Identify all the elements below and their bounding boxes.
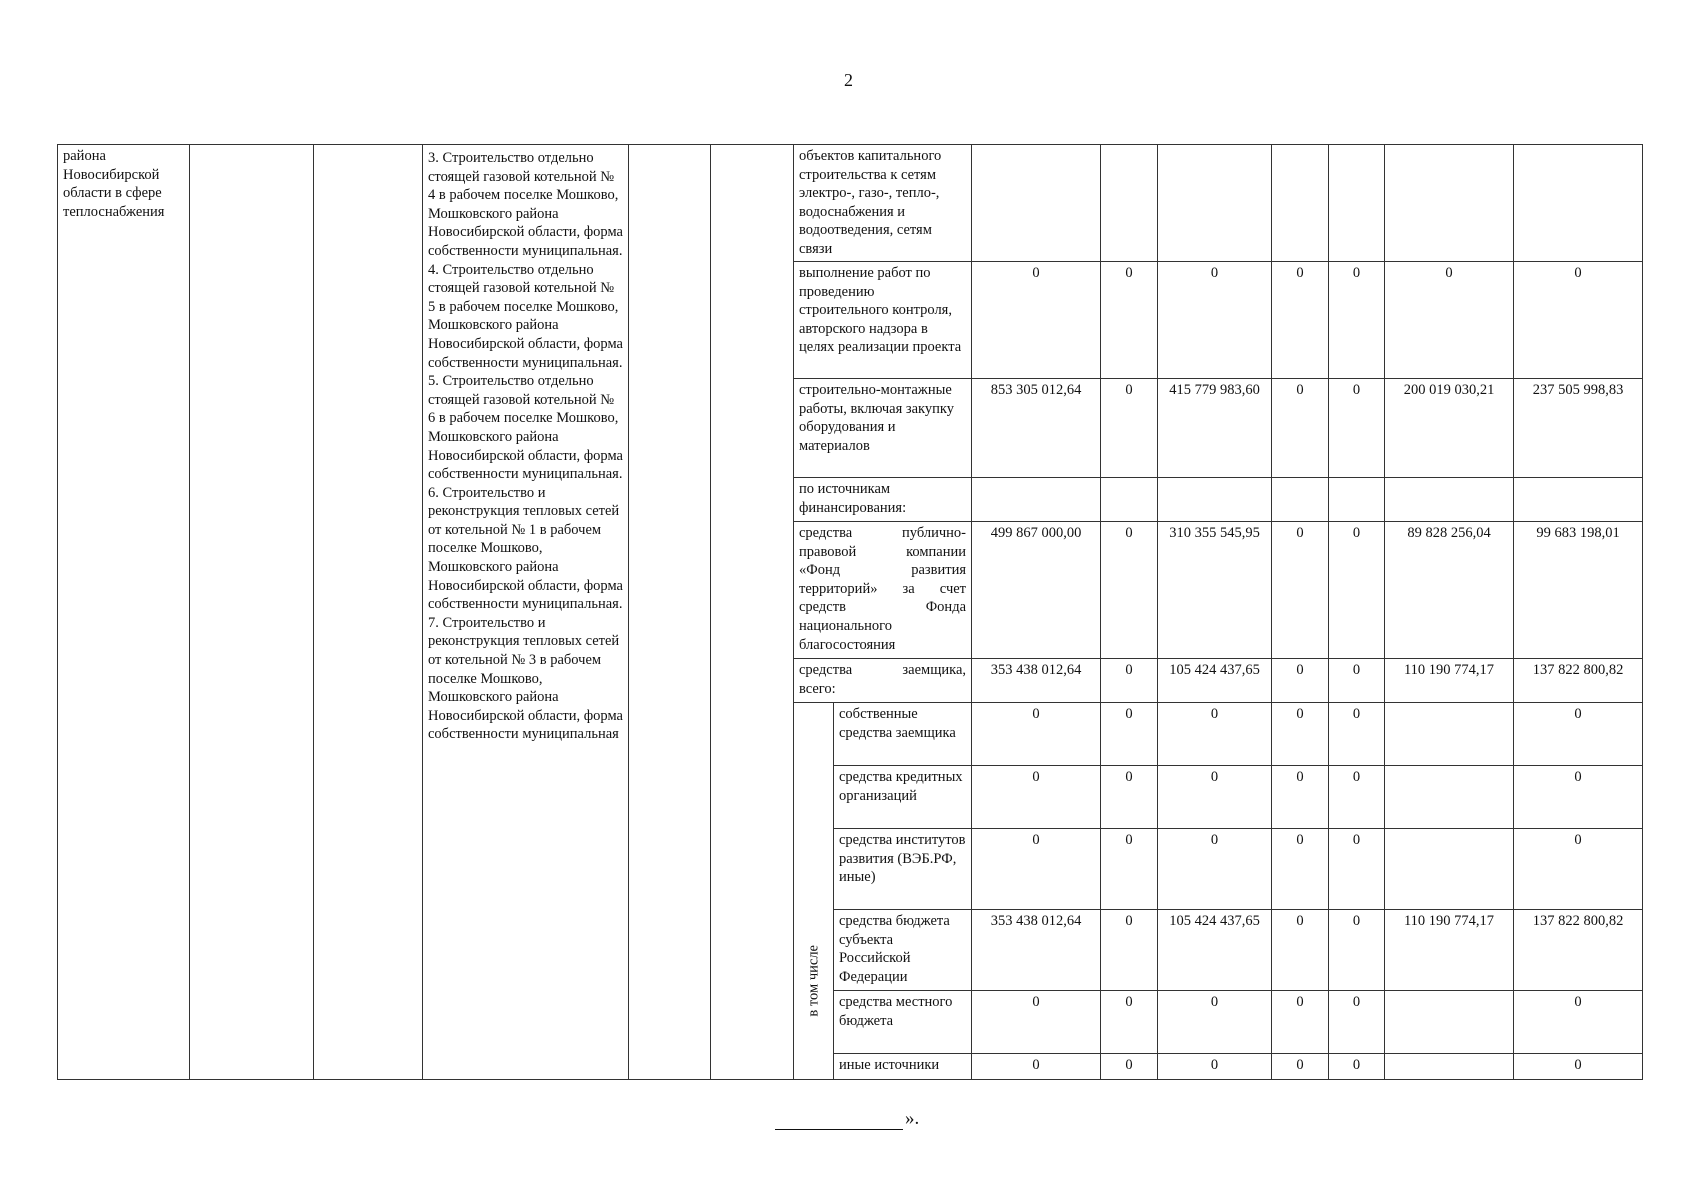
value-cell: 0 (1329, 703, 1385, 766)
expense-label (794, 659, 972, 703)
value-cell: 0 (1272, 379, 1329, 478)
value-cell: 0 (1329, 659, 1385, 703)
value-cell (1101, 145, 1158, 262)
value-cell: 237 505 998,83 (1514, 379, 1643, 478)
value-cell: 0 (1329, 1054, 1385, 1080)
value-cell: 0 (1101, 379, 1158, 478)
value-cell: 0 (972, 991, 1101, 1054)
value-cell: 110 190 774,17 (1385, 910, 1514, 991)
value-cell: 353 438 012,64 (972, 910, 1101, 991)
value-cell: 0 (1272, 703, 1329, 766)
signature-line (775, 1109, 903, 1130)
label-line: средства заемщика, (799, 662, 967, 678)
value-cell: 353 438 012,64 (972, 659, 1101, 703)
expense-label: по источникам финансирования: (794, 478, 972, 522)
source-label: собственные средства заемщика (834, 703, 972, 766)
value-cell: 0 (1272, 829, 1329, 910)
value-cell (972, 478, 1101, 522)
value-cell: 0 (972, 1054, 1101, 1080)
value-cell: 0 (1158, 1054, 1272, 1080)
value-cell: 0 (1272, 1054, 1329, 1080)
value-cell: 105 424 437,65 (1158, 910, 1272, 991)
expense-label: строительно-монтажные работы, включая закупку оборудования и материалов (794, 379, 972, 478)
value-cell (1385, 829, 1514, 910)
value-cell: 0 (1514, 829, 1643, 910)
value-cell: 0 (1101, 910, 1158, 991)
value-cell: 89 828 256,04 (1385, 522, 1514, 659)
value-cell: 0 (972, 262, 1101, 379)
value-cell: 0 (1101, 991, 1158, 1054)
source-label: иные источники (834, 1054, 972, 1080)
value-cell: 0 (1101, 262, 1158, 379)
value-cell: 0 (972, 829, 1101, 910)
source-label: средства местного бюджета (834, 991, 972, 1054)
value-cell: 310 355 545,95 (1158, 522, 1272, 659)
value-cell: 110 190 774,17 (1385, 659, 1514, 703)
label-line: территорий» за счет (799, 580, 967, 597)
closing-quote: ». (905, 1108, 920, 1129)
value-cell (1272, 478, 1329, 522)
value-cell: 0 (1158, 991, 1272, 1054)
value-cell: 0 (1101, 522, 1158, 659)
value-cell: 200 019 030,21 (1385, 379, 1514, 478)
value-cell: 0 (1385, 262, 1514, 379)
value-cell: 0 (1101, 659, 1158, 703)
empty-cell (190, 145, 314, 1080)
value-cell: 0 (1158, 766, 1272, 829)
value-cell: 0 (972, 703, 1101, 766)
value-cell (1329, 145, 1385, 262)
page-number: 2 (844, 70, 853, 90)
source-label: средства бюджета субъекта Российской Федерации (834, 910, 972, 991)
value-cell: 415 779 983,60 (1158, 379, 1272, 478)
program-table (57, 144, 1643, 1080)
value-cell: 0 (972, 766, 1101, 829)
value-cell (1385, 1054, 1514, 1080)
value-cell: 0 (1272, 991, 1329, 1054)
value-cell: 0 (1272, 659, 1329, 703)
label-line: средств Фонда (799, 599, 967, 616)
value-cell (1385, 766, 1514, 829)
expense-label: объектов капитального строительства к сетям электро-, газо-, тепло-, водоснабжения и водоотведения, сетям связи (794, 145, 972, 262)
value-cell (1385, 703, 1514, 766)
value-cell: 0 (1329, 522, 1385, 659)
label-line: средства публично- (799, 525, 967, 541)
value-cell: 0 (1514, 991, 1643, 1054)
value-cell (1385, 478, 1514, 522)
project-list-cell: 3. Строительство отдельно стоящей газовой котельной № 4 в рабочем поселке Мошково, Мошковского района Новосибирской области, форма собственности муниципальная. 4. Строительство отдельно стоящей газовой котельной № 5 в рабочем поселке Мошково, Мошковского района Новосибирской области, форма собственности муниципальная. 5. Строительство отдельно стоящей газовой котельной № 6 в рабочем поселке Мошково, Мошковского района Новосибирской области, форма собственности муниципальная. 6. Строительство и реконструкция тепловых сетей от котельной № 1 в рабочем поселке Мошково, Мошковского района Новосибирской области, форма собственности муниципальная. 7. Строительство и реконструкция тепловых сетей от котельной № 3 в рабочем поселке Мошково, Мошковского района Новосибирской области, форма собственности муниципальная (423, 145, 629, 1080)
value-cell: 853 305 012,64 (972, 379, 1101, 478)
value-cell: 0 (1514, 262, 1643, 379)
value-cell (1514, 478, 1643, 522)
value-cell: 105 424 437,65 (1158, 659, 1272, 703)
value-cell: 0 (1272, 522, 1329, 659)
value-cell: 99 683 198,01 (1514, 522, 1643, 659)
value-cell (1385, 991, 1514, 1054)
value-cell: 0 (1514, 766, 1643, 829)
value-cell: 0 (1101, 766, 1158, 829)
label-line: национального (799, 617, 892, 634)
closing-mark (775, 1108, 919, 1130)
value-cell: 0 (1329, 766, 1385, 829)
value-cell (1158, 145, 1272, 262)
value-cell: 0 (1514, 1054, 1643, 1080)
value-cell: 137 822 800,82 (1514, 910, 1643, 991)
including-label: в том числе (805, 945, 822, 1017)
value-cell: 0 (1158, 262, 1272, 379)
empty-cell (629, 145, 711, 1080)
value-cell (1158, 478, 1272, 522)
expense-label: выполнение работ по проведению строительного контроля, авторского надзора в целях реализации проекта (794, 262, 972, 379)
region-cell: района Новосибирской области в сфере теплоснабжения (58, 145, 190, 1080)
value-cell: 0 (1101, 1054, 1158, 1080)
empty-cell (314, 145, 423, 1080)
value-cell (1385, 145, 1514, 262)
value-cell: 137 822 800,82 (1514, 659, 1643, 703)
value-cell: 0 (1272, 262, 1329, 379)
expense-label (794, 522, 972, 659)
label-line: благосостояния (799, 636, 896, 653)
value-cell: 0 (1272, 766, 1329, 829)
value-cell: 0 (1329, 991, 1385, 1054)
value-cell: 0 (1329, 829, 1385, 910)
label-line: правовой компании (799, 543, 967, 560)
value-cell (1101, 478, 1158, 522)
value-cell (972, 145, 1101, 262)
value-cell: 0 (1329, 379, 1385, 478)
value-cell: 0 (1329, 910, 1385, 991)
label-line: «Фонд развития (799, 562, 967, 579)
value-cell: 0 (1158, 703, 1272, 766)
value-cell: 0 (1514, 703, 1643, 766)
value-cell: 0 (1158, 829, 1272, 910)
source-label: средства институтов развития (ВЭБ.РФ, иные) (834, 829, 972, 910)
empty-cell (711, 145, 794, 1080)
source-label: средства кредитных организаций (834, 766, 972, 829)
value-cell: 0 (1329, 262, 1385, 379)
value-cell (1329, 478, 1385, 522)
label-line: всего: (799, 680, 836, 697)
including-cell (794, 703, 834, 1080)
table-row (58, 145, 1643, 262)
value-cell (1514, 145, 1643, 262)
value-cell: 499 867 000,00 (972, 522, 1101, 659)
value-cell: 0 (1101, 829, 1158, 910)
value-cell: 0 (1272, 910, 1329, 991)
value-cell (1272, 145, 1329, 262)
value-cell: 0 (1101, 703, 1158, 766)
